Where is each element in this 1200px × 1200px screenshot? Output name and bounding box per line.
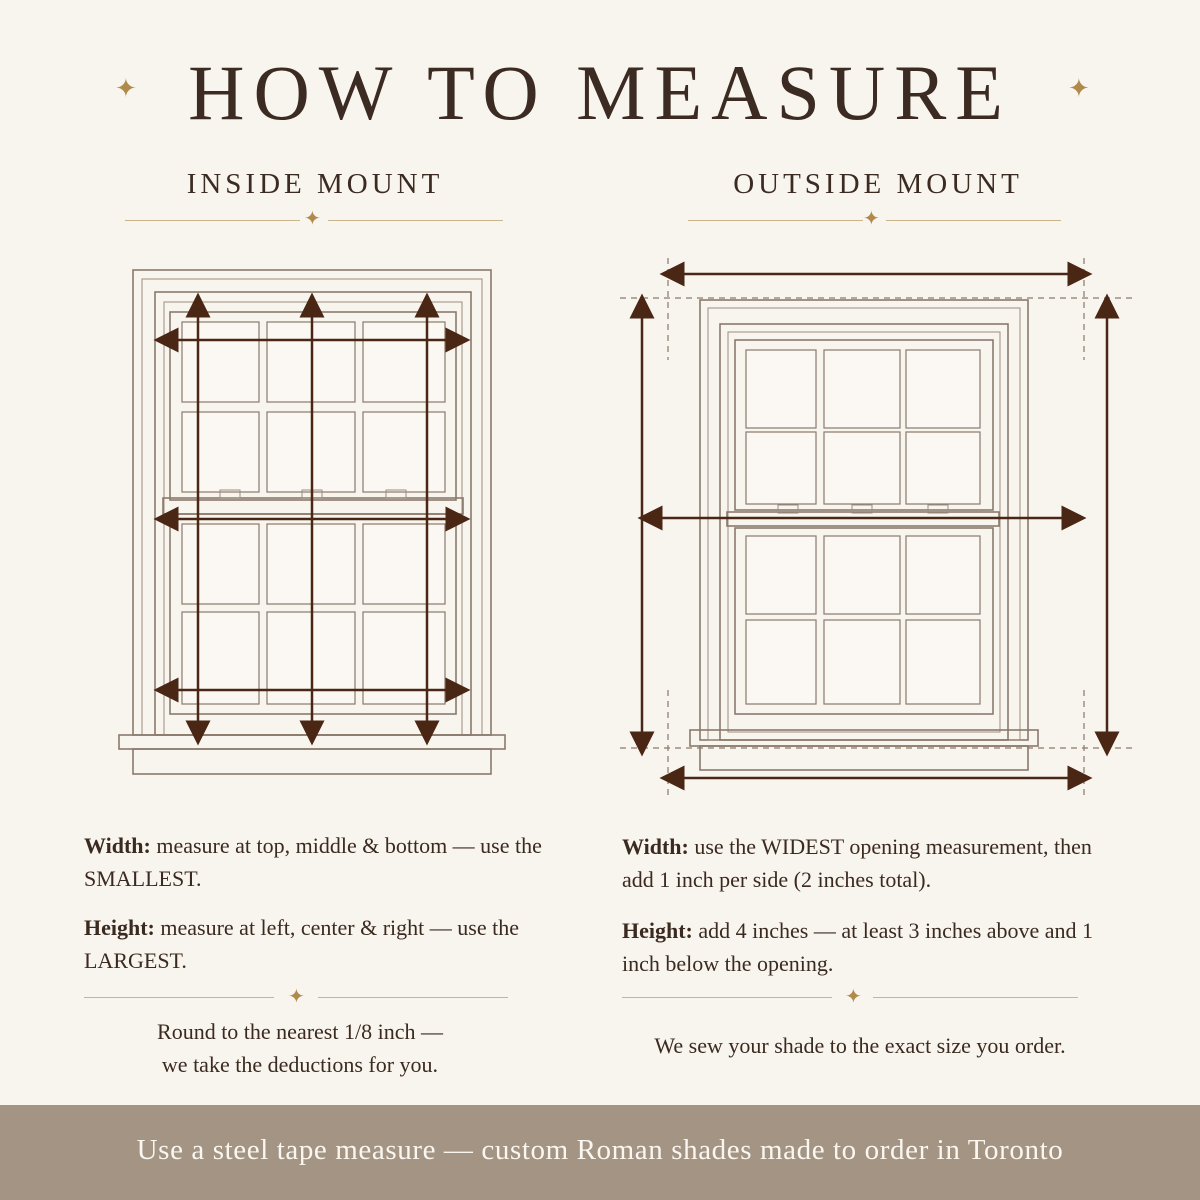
outside-note: We sew your shade to the exact size you order. bbox=[654, 1033, 1066, 1058]
sparkle-icon: ✦ bbox=[1068, 74, 1090, 103]
divider bbox=[318, 997, 508, 998]
page-title: HOW TO MEASURE bbox=[188, 49, 1012, 136]
footer-banner: Use a steel tape measure — custom Roman shades made to order in Toronto bbox=[0, 1105, 1200, 1200]
inside-height-text bbox=[84, 911, 554, 977]
inside-note-line2: we take the deductions for you. bbox=[161, 1052, 439, 1077]
outside-width-label: Width: bbox=[622, 834, 689, 859]
divider bbox=[84, 997, 274, 998]
sparkle-icon: ✦ bbox=[304, 208, 321, 230]
outside-width-desc: use the WIDEST opening measurement, then add 1 inch per side (2 inches total). bbox=[622, 834, 1092, 892]
inside-height-desc: measure at left, center & right — use the LARGEST. bbox=[84, 915, 519, 973]
outside-width-text bbox=[622, 830, 1122, 896]
sparkle-icon: ✦ bbox=[115, 74, 137, 103]
inside-mount-heading: INSIDE MOUNT bbox=[186, 168, 444, 200]
outside-mount-diagram bbox=[620, 258, 1132, 800]
inside-width-label: Width: bbox=[84, 833, 151, 858]
outside-height-label: Height: bbox=[622, 918, 693, 943]
outside-height-desc: add 4 inches — at least 3 inches above and 1 inch below the opening. bbox=[622, 918, 1094, 976]
divider bbox=[873, 997, 1078, 998]
outside-height-text bbox=[622, 914, 1122, 980]
outside-mount-heading: OUTSIDE MOUNT bbox=[733, 168, 1023, 200]
inside-width-text bbox=[84, 829, 554, 895]
inside-note bbox=[60, 1015, 540, 1081]
sparkle-icon: ✦ bbox=[845, 986, 862, 1008]
sparkle-icon: ✦ bbox=[863, 208, 880, 230]
divider bbox=[622, 997, 832, 998]
inside-note-line1: Round to the nearest 1/8 inch — bbox=[157, 1019, 443, 1044]
inside-width-desc: measure at top, middle & bottom — use the SMALLEST. bbox=[84, 833, 542, 891]
sparkle-icon: ✦ bbox=[288, 986, 305, 1008]
inside-height-label: Height: bbox=[84, 915, 155, 940]
